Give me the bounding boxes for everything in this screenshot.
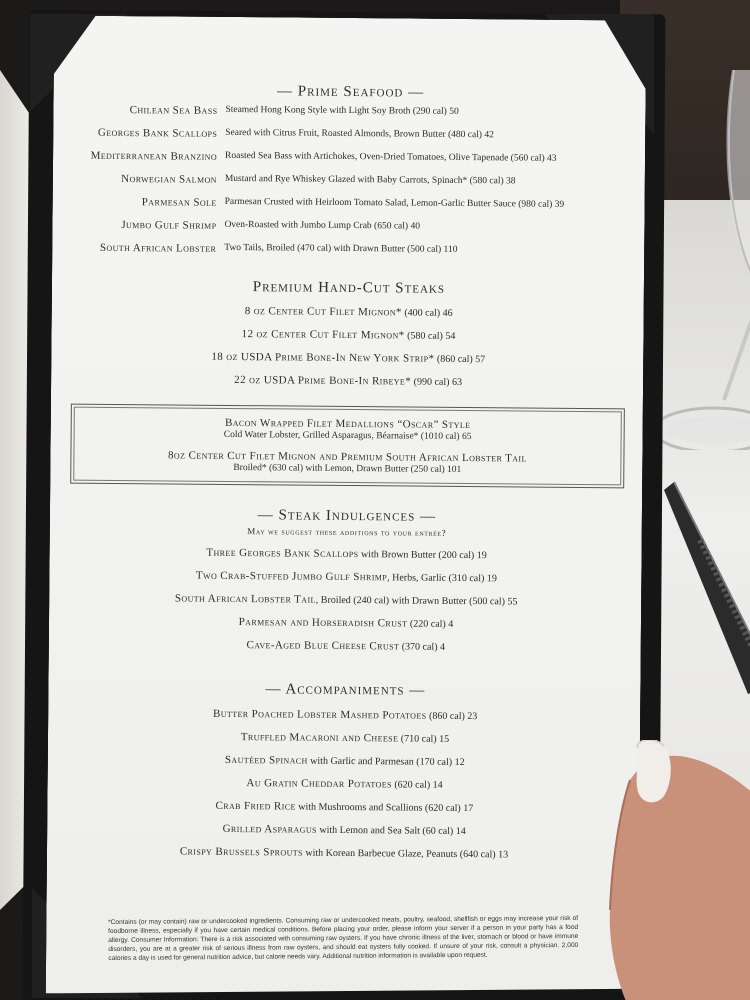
side-item xyxy=(49,798,639,815)
section-title-prime-seafood: — Prime Seafood — xyxy=(277,83,425,101)
menu-content xyxy=(48,15,647,998)
side-item xyxy=(50,775,640,792)
side-item xyxy=(50,729,640,746)
steak-item-name: 18 oz USDA Prime Bone-In New York Strip* xyxy=(211,350,435,365)
indulgence-item-detail: , Broiled (240 cal) with Drawn Butter (500 cal) 55 xyxy=(315,594,518,608)
steak-item xyxy=(53,349,643,366)
indulgence-item xyxy=(51,591,641,608)
seafood-item xyxy=(55,149,645,174)
section-title-accompaniments: — Accompaniments — xyxy=(265,681,426,699)
seafood-item-name: Parmesan Sole xyxy=(141,196,217,209)
steak-item-detail: (400 cal) 46 xyxy=(401,307,453,319)
indulgence-item xyxy=(51,637,641,654)
steak-item-detail: (580 cal) 54 xyxy=(404,330,456,342)
seafood-item xyxy=(54,218,644,243)
side-item-detail: with Lemon and Sea Salt (60 cal) 14 xyxy=(316,824,466,838)
special-item-name: 8oz Center Cut Filet Mignon and Premium South African Lobster Tail xyxy=(168,449,527,465)
indulgence-item-name: Parmesan and Horseradish Crust xyxy=(238,616,408,630)
side-item-detail: with Garlic and Parmesan (170 cal) 12 xyxy=(307,755,465,769)
indulgence-item-name: Two Crab-Stuffed Jumbo Gulf Shrimp xyxy=(195,569,388,584)
indulgence-item xyxy=(51,614,641,631)
indulgence-item-name: Cave-Aged Blue Cheese Crust xyxy=(246,639,400,653)
side-item-detail: with Korean Barbecue Glaze, Peanuts (640 cal) 13 xyxy=(302,847,509,861)
steak-item-name: 8 oz Center Cut Filet Mignon* xyxy=(244,305,402,319)
indulgence-item xyxy=(51,568,641,585)
seafood-item-desc: Oven-Roasted with Jumbo Lump Crab (650 cal) 40 xyxy=(224,219,421,232)
indulgence-item-detail: (220 cal) 4 xyxy=(407,618,454,630)
indulgence-item-detail: , Herbs, Garlic (310 cal) 19 xyxy=(387,572,497,585)
seafood-item xyxy=(55,103,645,128)
side-item-name: Truffled Macaroni and Cheese xyxy=(240,731,399,745)
section-title-steaks: Premium Hand-Cut Steaks xyxy=(252,279,446,297)
seafood-item-desc: Mustard and Rye Whiskey Glazed with Baby Carrots, Spinach* (580 cal) 38 xyxy=(224,173,516,187)
indulgences-subtitle: May we suggest these additions to your entrée? xyxy=(247,526,447,538)
side-item-name: Crab Fried Rice xyxy=(215,799,296,813)
seafood-item xyxy=(55,195,645,220)
seafood-item-name: Georges Bank Scallops xyxy=(97,126,218,140)
hand xyxy=(590,740,750,1000)
steak-item xyxy=(53,326,643,343)
section-title-indulgences: — Steak Indulgences — xyxy=(257,507,437,525)
seafood-item-name: Chilean Sea Bass xyxy=(129,104,218,117)
seafood-item-desc: Seared with Citrus Fruit, Roasted Almonds, Brown Butter (480 cal) 42 xyxy=(225,127,494,141)
special-item-name: Bacon Wrapped Filet Medallions “Oscar” Style xyxy=(224,416,471,432)
seafood-item-desc: Two Tails, Broiled (470 cal) with Drawn Butter (500 cal) 110 xyxy=(224,242,458,255)
seafood-item-desc: Steamed Hong Kong Style with Light Soy Broth (290 cal) 50 xyxy=(225,104,459,117)
seafood-item-desc: Parmesan Crusted with Heirloom Tomato Salad, Lemon-Garlic Butter Sauce (980 cal) 39 xyxy=(224,196,565,210)
side-item-name: Au Gratin Cheddar Potatoes xyxy=(246,777,392,791)
indulgence-item-name: Three Georges Bank Scallops xyxy=(206,546,359,561)
seafood-item-desc: Roasted Sea Bass with Artichokes, Oven-Dried Tomatoes, Olive Tapenade (560 cal) 43 xyxy=(225,150,557,164)
side-item xyxy=(49,821,639,838)
steak-item-name: 12 oz Center Cut Filet Mignon* xyxy=(241,328,405,342)
side-item xyxy=(50,706,640,723)
menu-footnote: *Contains (or may contain) raw or undercooked ingredients. Consuming raw or undercooked meats, poultry, seafood, shellfish or eggs may increase your risk of foodborne illness, especially if you have certain medical conditions. Before placing your order, please inform your server if a person in your party has a food allergy. Consumer Information: There is a risk associated with consuming raw oysters. If you have chronic illness of the liver, stomach or blood or have immune disorders, you are at a greater risk of serious illness from raw oysters, and should eat oysters fully cooked. If unsure of your risk, consult a physician. 2,000 calories a day is used for general nutrition advice, but calorie needs vary. Additional nutrition information is available upon request. xyxy=(108,914,579,963)
side-item-name: Grilled Asparagus xyxy=(222,822,317,836)
seafood-item xyxy=(55,126,645,151)
special-item-detail: Cold Water Lobster, Grilled Asparagus, Béarnaise* (1010 cal) 65 xyxy=(223,429,472,443)
indulgence-item-detail: (370 cal) 4 xyxy=(399,641,446,653)
side-item xyxy=(50,752,640,769)
seafood-item-name: Mediterranean Branzino xyxy=(90,149,218,163)
indulgence-item-detail: with Brown Butter (200 cal) 19 xyxy=(358,549,487,562)
seafood-item-name: Jumbo Gulf Shrimp xyxy=(121,219,217,232)
steak-item-detail: (990 cal) 63 xyxy=(411,376,463,388)
side-item-name: Sautéed Spinach xyxy=(224,753,308,767)
seafood-item-name: Norwegian Salmon xyxy=(121,173,217,186)
steak-item-detail: (860 cal) 57 xyxy=(434,353,486,366)
seafood-item xyxy=(55,172,645,197)
side-item-detail: with Mushrooms and Scallions (620 cal) 17 xyxy=(295,801,474,815)
indulgence-item-name: South African Lobster Tail xyxy=(174,592,316,606)
side-item-name: Crispy Brussels Sprouts xyxy=(179,845,303,859)
steak-item-name: 22 oz USDA Prime Bone-In Ribeye* xyxy=(234,374,412,388)
seafood-item xyxy=(54,241,644,266)
side-item-detail: (620 cal) 14 xyxy=(391,779,443,791)
side-item-name: Butter Poached Lobster Mashed Potatoes xyxy=(212,707,427,722)
seafood-item-name: South African Lobster xyxy=(99,241,217,255)
indulgence-item xyxy=(52,545,642,562)
steak-item xyxy=(53,372,643,389)
steak-item xyxy=(54,303,644,320)
special-item-detail: Broiled* (630 cal) with Lemon, Drawn Butter (250 cal) 101 xyxy=(233,463,462,475)
side-item-detail: (710 cal) 15 xyxy=(398,733,450,745)
table-knife xyxy=(660,480,750,710)
side-item xyxy=(49,844,639,861)
wine-glass xyxy=(662,70,750,450)
side-item-detail: (860 cal) 23 xyxy=(426,710,478,723)
